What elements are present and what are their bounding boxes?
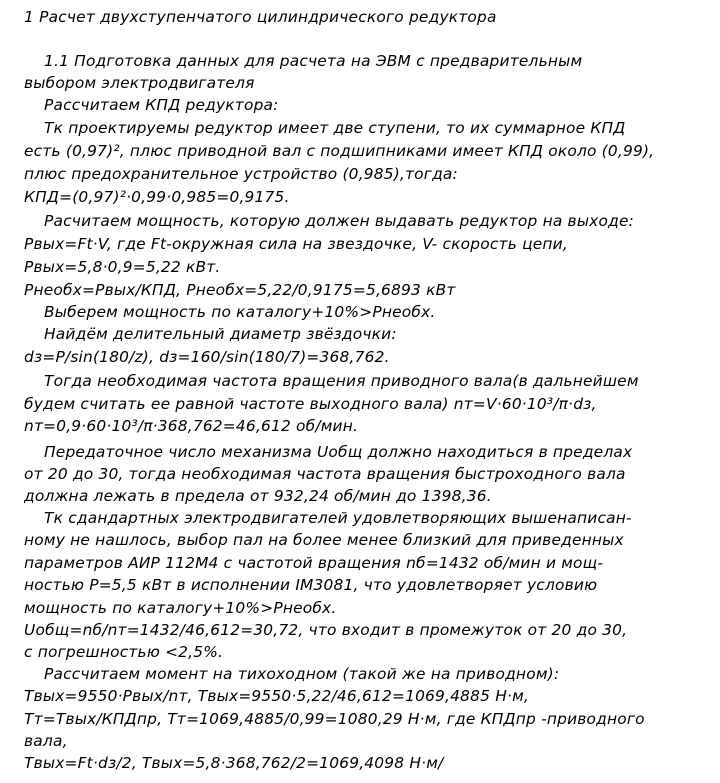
formula-line: Pвых=5,8·0,9=5,22 кВт.: [24, 258, 221, 276]
formula-line: Tвых=Ft·dз/2, Tвых=5,8·368,762/2=1069,4098 Н·м/: [24, 754, 444, 772]
formula-line: Tт=Tвых/КПДпр, Tт=1069,4885/0,99=1080,29 Н·м, где КПДпр -приводного: [24, 710, 645, 728]
paragraph-line: Тк проектируемы редуктор имеет две ступени, то их суммарное КПД: [44, 119, 626, 137]
paragraph-line: мощность по каталогу+10%>Pнеобх.: [24, 599, 337, 617]
paragraph-line: ному не нашлось, выбор пал на более менее близкий для приведенных: [24, 531, 624, 549]
subsection-heading: 1.1 Подготовка данных для расчета на ЭВМ с предварительным: [44, 52, 583, 70]
formula-line: Tвых=9550·Pвых/nт, Tвых=9550·5,22/46,612=1069,4885 Н·м,: [24, 687, 529, 705]
paragraph-line: должна лежать в предела от 932,24 об/мин до 1398,36.: [24, 487, 492, 505]
paragraph-line: Рассчитаем момент на тихоходном (такой же на приводном):: [44, 665, 560, 683]
formula-line: Pнеобх=Pвых/КПД, Pнеобх=5,22/0,9175=5,6893 кВт: [24, 281, 456, 299]
formula-line: dз=P/sin(180/z), dз=160/sin(180/7)=368,762.: [24, 348, 390, 366]
paragraph-line: есть (0,97)², плюс приводной вал с подшипниками имеет КПД около (0,99),: [24, 142, 655, 160]
formula-line: Uобщ=nб/nт=1432/46,612=30,72, что входит в промежуток от 20 до 30,: [24, 621, 628, 639]
paragraph-line: Найдём делительный диаметр звёздочки:: [44, 325, 397, 343]
paragraph-line: Рассчитаем КПД редуктора:: [44, 96, 279, 114]
paragraph-line: Тогда необходимая частота вращения приводного вала(в дальнейшем: [44, 372, 639, 390]
paragraph-line: от 20 до 30, тогда необходимая частота вращения быстроходного вала: [24, 465, 626, 483]
paragraph-line: Выберем мощность по каталогу+10%>Pнеобх.: [44, 303, 436, 321]
paragraph-line: ностью P=5,5 кВт в исполнении IM3081, что удовлетворяет условию: [24, 576, 598, 594]
paragraph-line: Тк сдандартных электродвигателей удовлетворяющих вышенаписан-: [44, 509, 632, 527]
paragraph-line: вала,: [24, 732, 68, 750]
paragraph-line: Передаточное число механизма Uобщ должно находиться в пределах: [44, 443, 633, 461]
section-heading: 1 Расчет двухступенчатого цилиндрического редуктора: [24, 8, 497, 26]
paragraph-line: с погрешностью <2,5%.: [24, 643, 224, 661]
subsection-heading-cont: выбором электродвигателя: [24, 74, 255, 92]
formula-line: nт=0,9·60·10³/π·368,762=46,612 об/мин.: [24, 417, 359, 435]
formula-line: КПД=(0,97)²·0,99·0,985=0,9175.: [24, 188, 290, 206]
paragraph-line: Расчитаем мощность, которую должен выдавать редуктор на выходе:: [44, 212, 635, 230]
paragraph-line: будем считать ее равной частоте выходного вала) nт=V·60·10³/π·dз,: [24, 395, 597, 413]
formula-line: Pвых=Ft·V, где Ft-окружная сила на звездочке, V- скорость цепи,: [24, 235, 568, 253]
paragraph-line: плюс предохранительное устройство (0,985),тогда:: [24, 165, 458, 183]
paragraph-line: параметров АИР 112М4 с частотой вращения nб=1432 об/мин и мощ-: [24, 554, 604, 572]
